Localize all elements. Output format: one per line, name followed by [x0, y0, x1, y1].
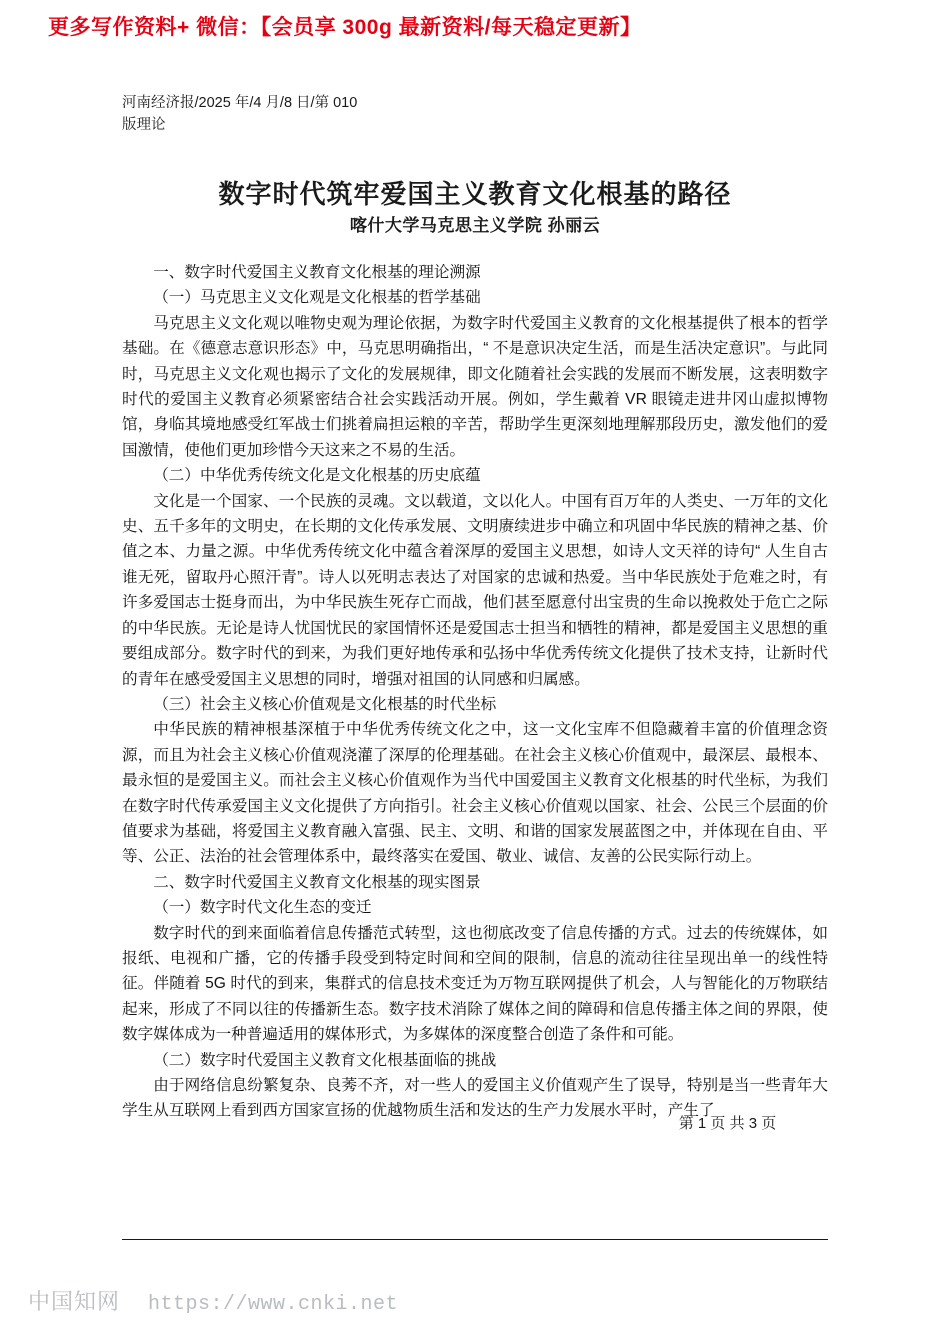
masthead-line-1: 河南经济报/2025 年/4 月/8 日/第 010	[122, 95, 358, 111]
cnki-url-text: https://www.cnki.net	[148, 1293, 399, 1316]
cnki-watermark	[28, 1288, 398, 1319]
body-paragraph: 一、数字时代爱国主义教育文化根基的理论溯源	[153, 264, 481, 281]
body-paragraph: 中华民族的精神根基深植于中华优秀传统文化之中，这一文化宝库不但隐藏着丰富的价值理念资源，而且为社会主义核心价值观浇灌了深厚的伦理基础。在社会主义核心价值观中，最深层、最根本、最永恒的是爱国主义。而社会主义核心价值观作为当代中国爱国主义教育文化根基的时代坐标，为我们在数字时代传承爱国主义文化提供了方向指引。社会主义核心价值观以国家、社会、公民三个层面的价值要求为基础，将爱国主义教育融入富强、民主、文明、和谐的国家发展蓝图之中，并体现在自由、平等、公正、法治的社会管理体系中，最终落实在爱国、敬业、诚信、友善的公民实际行动上。	[122, 721, 828, 866]
body-paragraph: 由于网络信息纷繁复杂、良莠不齐，对一些人的爱国主义价值观产生了误导，特别是当一些青年大学生从互联网上看到西方国家宣扬的优越物质生活和发达的生产力发展水平时，产生了	[122, 1077, 828, 1120]
page-title: 数字时代筑牢爱国主义教育文化根基的路径	[218, 179, 732, 210]
body-paragraph: （一）马克思主义文化观是文化根基的哲学基础	[153, 289, 481, 307]
article-body	[122, 260, 828, 1124]
body-paragraph: （二）中华优秀传统文化是文化根基的历史底蕴	[153, 467, 481, 485]
page-number	[0, 1113, 950, 1135]
body-paragraph: 马克思主义文化观以唯物史观为理论依据，为数字时代爱国主义教育的文化根基提供了根本的哲学基础。在《德意志意识形态》中，马克思明确指出，“ 不是意识决定生活，而是生活决定意识”。与此同时，马克思主义文化观也揭示了文化的发展规律，即文化随着社会实践的发展而不断发展，这表明数字时代的爱国主义教育必须紧密结合社会实践活动开展。例如，学生戴着 VR 眼镜走进井冈山虚拟博物馆，身临其境地感受红军战士们挑着扁担运粮的辛苦，帮助学生更深刻地理解那段历史，激发他们的爱国激情，使他们更加珍惜今天这来之不易的生活。	[122, 314, 828, 459]
author-byline: 喀什大学马克思主义学院 孙丽云	[349, 216, 601, 235]
body-paragraph: 文化是一个国家、一个民族的灵魂。文以载道，文以化人。中国有百万年的人类史、一万年的文化史、五千多年的文明史，在长期的文化传承发展、文明赓续进步中确立和巩固中华民族的精神之基、价值之本、力量之源。中华优秀传统文化中蕴含着深厚的爱国主义思想，如诗人文天祥的诗句“ 人生自古谁无死，留取丹心照汗青”。诗人以死明志表达了对国家的忠诚和热爱。当中华民族处于危难之时，有许多爱国志士挺身而出，为中华民族生死存亡而战，他们甚至愿意付出宝贵的生命以挽救处于危亡之际的中华民族。无论是诗人忧国忧民的家国情怀还是爱国志士担当和牺牲的精神，都是爱国主义思想的重要组成部分。数字时代的到来，为我们更好地传承和弘扬中华优秀传统文化提供了技术支持，让新时代的青年在感受爱国主义思想的同时，增强对祖国的认同感和归属感。	[122, 492, 828, 688]
masthead	[122, 92, 542, 136]
body-paragraph: （二）数字时代爱国主义教育文化根基面临的挑战	[153, 1051, 497, 1069]
page-number-label: 第 1 页 共 3 页	[678, 1115, 777, 1132]
masthead-line-2: 版理论	[122, 117, 166, 133]
body-paragraph: （一）数字时代文化生态的变迁	[153, 899, 372, 917]
promo-banner: 更多写作资料+ 微信：【会员享 300g 最新资料/每天稳定更新】	[48, 16, 642, 39]
body-paragraph: （三）社会主义核心价值观是文化根基的时代坐标	[153, 695, 497, 713]
footer-divider	[122, 1239, 828, 1240]
cnki-logo-text: 中国知网	[28, 1289, 121, 1314]
body-paragraph: 数字时代的到来面临着信息传播范式转型，这也彻底改变了信息传播的方式。过去的传统媒体，如报纸、电视和广播，它的传播手段受到特定时间和空间的限制，信息的流动往往呈现出单一的线性特征。伴随着 5G 时代的到来，集群式的信息技术变迁为万物互联网提供了机会，人与智能化的万物联结起来，形成了不同以往的传播新生态。数字技术消除了媒体之间的障碍和信息传播主体之间的界限，使数字媒体成为一种普遍适用的媒体形式，为多媒体的深度整合创造了条件和可能。	[122, 924, 828, 1044]
body-paragraph: 二、数字时代爱国主义教育文化根基的现实图景	[153, 873, 481, 891]
